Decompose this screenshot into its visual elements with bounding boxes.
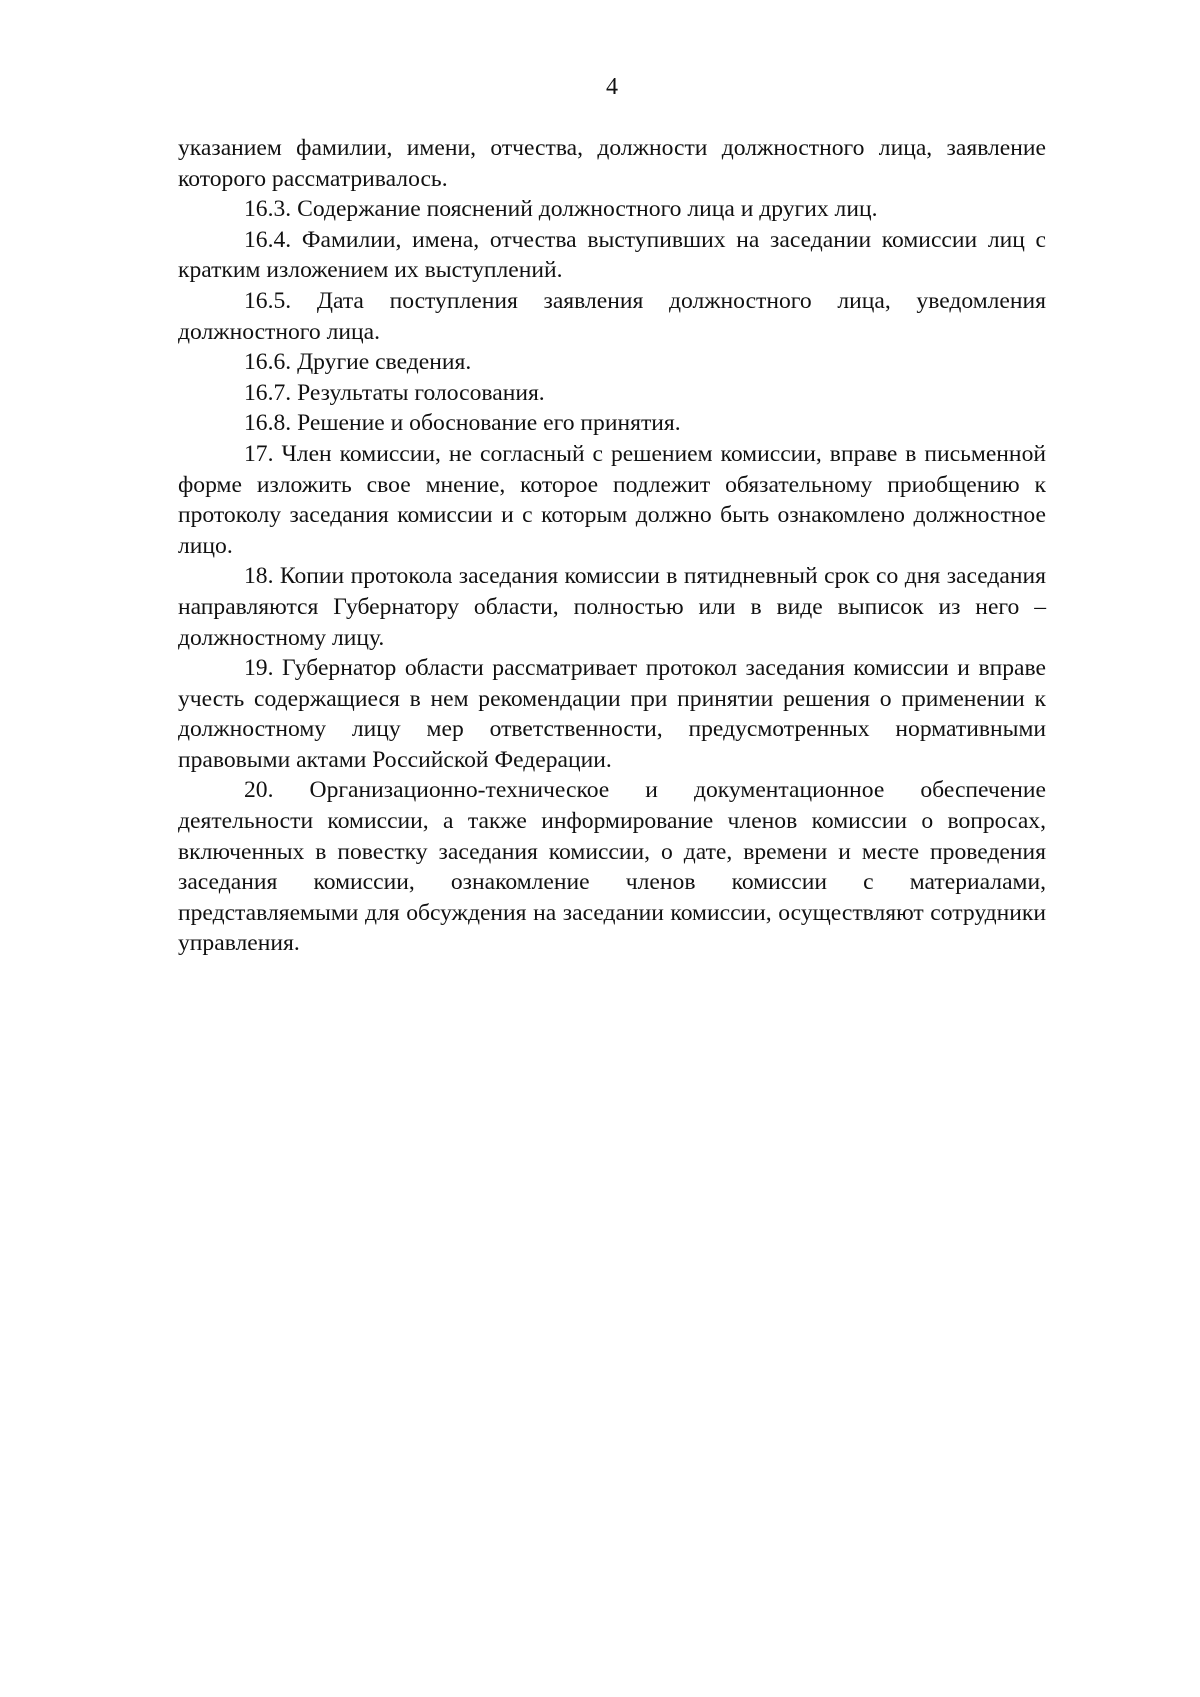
paragraph-16-8: 16.8. Решение и обоснование его принятия. <box>244 410 681 437</box>
paragraph-18: 18. Копии протокола заседания комиссии в пятидневный срок со дня заседания направляются Губернатору области, полностью или в виде выписок из него – должностному лицу. <box>178 563 1046 651</box>
paragraph-19: 19. Губернатор области рассматривает протокол заседания комиссии и вправе учесть содержащиеся в нем рекомендации при принятии решения о применении к должностному лицу мер ответственности, предусмотренных нормативными правовыми актами Российской Федерации. <box>178 655 1046 773</box>
document-body <box>178 133 1046 959</box>
paragraph-16-4: 16.4. Фамилии, имена, отчества выступивших на заседании комиссии лиц с кратким изложением их выступлений. <box>178 226 1046 284</box>
paragraph-16-7: 16.7. Результаты голосования. <box>244 379 545 406</box>
paragraph-16-6: 16.6. Другие сведения. <box>244 349 472 376</box>
paragraph-17: 17. Член комиссии, не согласный с решением комиссии, вправе в письменной форме изложить свое мнение, которое подлежит обязательному приобщению к протоколу заседания комиссии и с которым должно быть ознакомлено должностное лицо. <box>178 440 1046 559</box>
paragraph-16-3: 16.3. Содержание пояснений должностного лица и других лиц. <box>244 196 878 223</box>
paragraph-continuation: указанием фамилии, имени, отчества, должности должностного лица, заявление которого рассматривалось. <box>178 135 1046 192</box>
paragraph-20: 20. Организационно-техническое и документационное обеспечение деятельности комиссии, а также информирование членов комиссии о вопросах, включенных в повестку заседания комиссии, о дате, времени и месте проведения заседания комиссии, ознакомление членов комиссии с материалами, представляемыми для обсуждения на заседании комиссии, осуществляют сотрудники управления. <box>178 777 1046 957</box>
paragraph-16-5: 16.5. Дата поступления заявления должностного лица, уведомления должностного лица. <box>178 287 1046 345</box>
page-number: 4 <box>606 74 618 100</box>
